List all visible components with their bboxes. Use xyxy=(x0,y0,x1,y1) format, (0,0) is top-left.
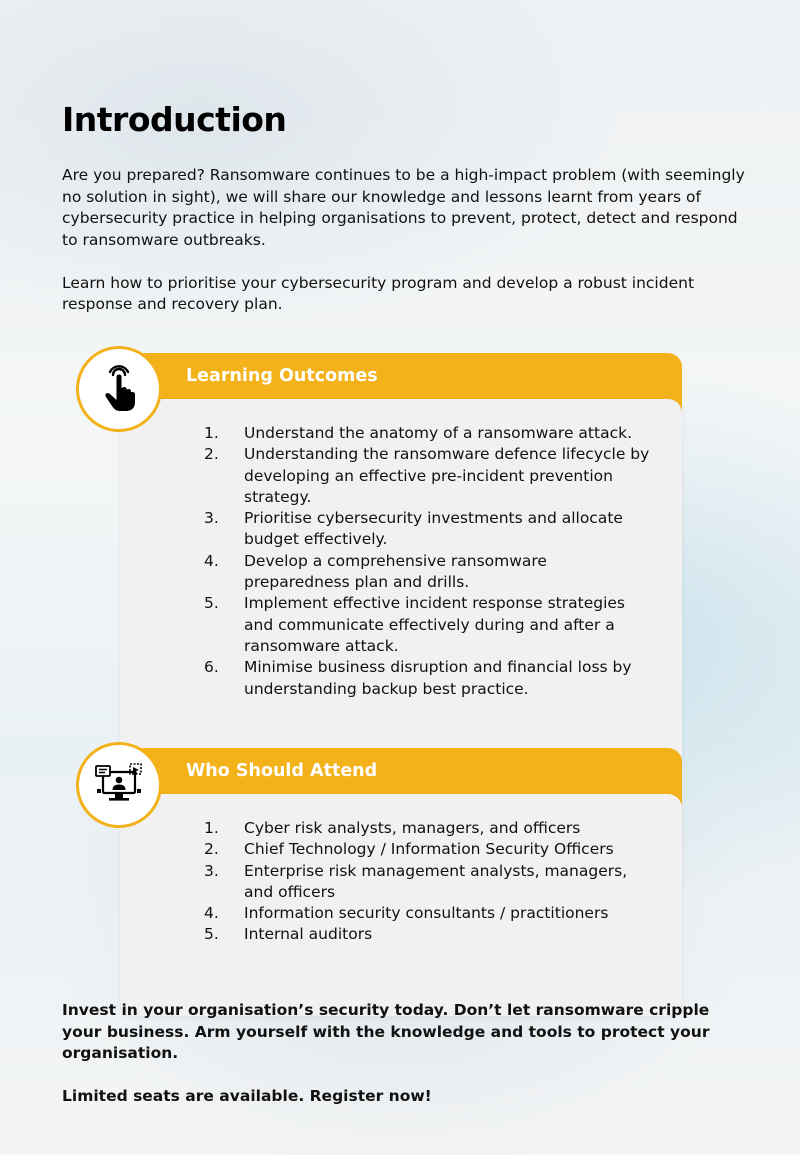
list-text: Enterprise risk management analysts, managers, and officers xyxy=(244,861,628,901)
list-item xyxy=(204,593,652,657)
intro-paragraph: Learn how to prioritise your cybersecurity program and develop a robust incident response and recovery plan. xyxy=(62,273,695,313)
pointing-hand-icon xyxy=(94,364,144,414)
list-item xyxy=(204,444,652,508)
list-number: 3. xyxy=(204,509,219,528)
list-number: 4. xyxy=(204,551,219,570)
list-item xyxy=(204,839,652,860)
who-should-attend-body xyxy=(120,794,682,1016)
list-item xyxy=(204,657,652,700)
intro-paragraph: Are you prepared? Ransomware continues to be a high-impact problem (with seemingly no solution in sight), we will share our knowledge and lessons learnt from years of cybersecurity practice in helping organisations to prevent, protect, detect and respond to ransomware outbreaks. xyxy=(62,166,745,249)
who-should-attend-card xyxy=(120,748,682,1016)
list-item xyxy=(204,423,652,444)
list-item xyxy=(204,861,652,904)
list-text: Understanding the ransomware defence lifecycle by developing an effective pre-incident prevention strategy. xyxy=(244,445,650,506)
list-text: Prioritise cybersecurity investments and allocate budget effectively. xyxy=(244,509,623,549)
list-item xyxy=(204,818,652,839)
list-number: 5. xyxy=(204,594,219,613)
learning-outcomes-list xyxy=(204,423,652,700)
who-should-attend-heading: Who Should Attend xyxy=(186,761,378,781)
list-text: Information security consultants / practitioners xyxy=(244,904,609,923)
list-item xyxy=(204,924,652,945)
call-to-action: Limited seats are available. Register now! xyxy=(62,1087,432,1105)
list-text: Cyber risk analysts, managers, and officers xyxy=(244,819,581,837)
list-text: Minimise business disruption and financial loss by understanding backup best practice. xyxy=(244,658,632,698)
list-text: Internal auditors xyxy=(244,925,373,944)
list-number: 2. xyxy=(204,840,219,859)
list-number: 2. xyxy=(204,445,219,464)
intro-section xyxy=(62,165,752,316)
list-number: 4. xyxy=(204,904,219,923)
list-text: Develop a comprehensive ransomware preparedness plan and drills. xyxy=(244,551,547,592)
closing-section xyxy=(62,1000,752,1108)
list-item xyxy=(204,551,652,594)
list-number: 6. xyxy=(204,658,219,677)
list-item xyxy=(204,508,652,551)
list-item xyxy=(204,903,652,924)
who-should-attend-list xyxy=(204,818,652,946)
closing-paragraph: Invest in your organisation’s security today. Don’t let ransomware cripple your business. Arm yourself with the knowledge and tools to protect your organisation. xyxy=(62,1001,710,1062)
list-number: 1. xyxy=(204,424,219,442)
page-title: Introduction xyxy=(62,100,287,139)
learning-outcomes-body xyxy=(120,399,682,769)
list-text: Chief Technology / Information Security Officers xyxy=(244,840,614,859)
who-should-attend-badge xyxy=(76,742,162,828)
list-number: 5. xyxy=(204,925,219,944)
monitor-user-icon xyxy=(93,759,145,811)
learning-outcomes-heading: Learning Outcomes xyxy=(186,366,378,386)
list-number: 1. xyxy=(204,819,219,837)
learning-outcomes-badge xyxy=(76,346,162,432)
list-number: 3. xyxy=(204,861,219,880)
learning-outcomes-card xyxy=(120,353,682,769)
list-text: Implement effective incident response strategies and communicate effectively during and after a ransomware attack. xyxy=(244,594,625,655)
list-text: Understand the anatomy of a ransomware attack. xyxy=(244,424,632,442)
